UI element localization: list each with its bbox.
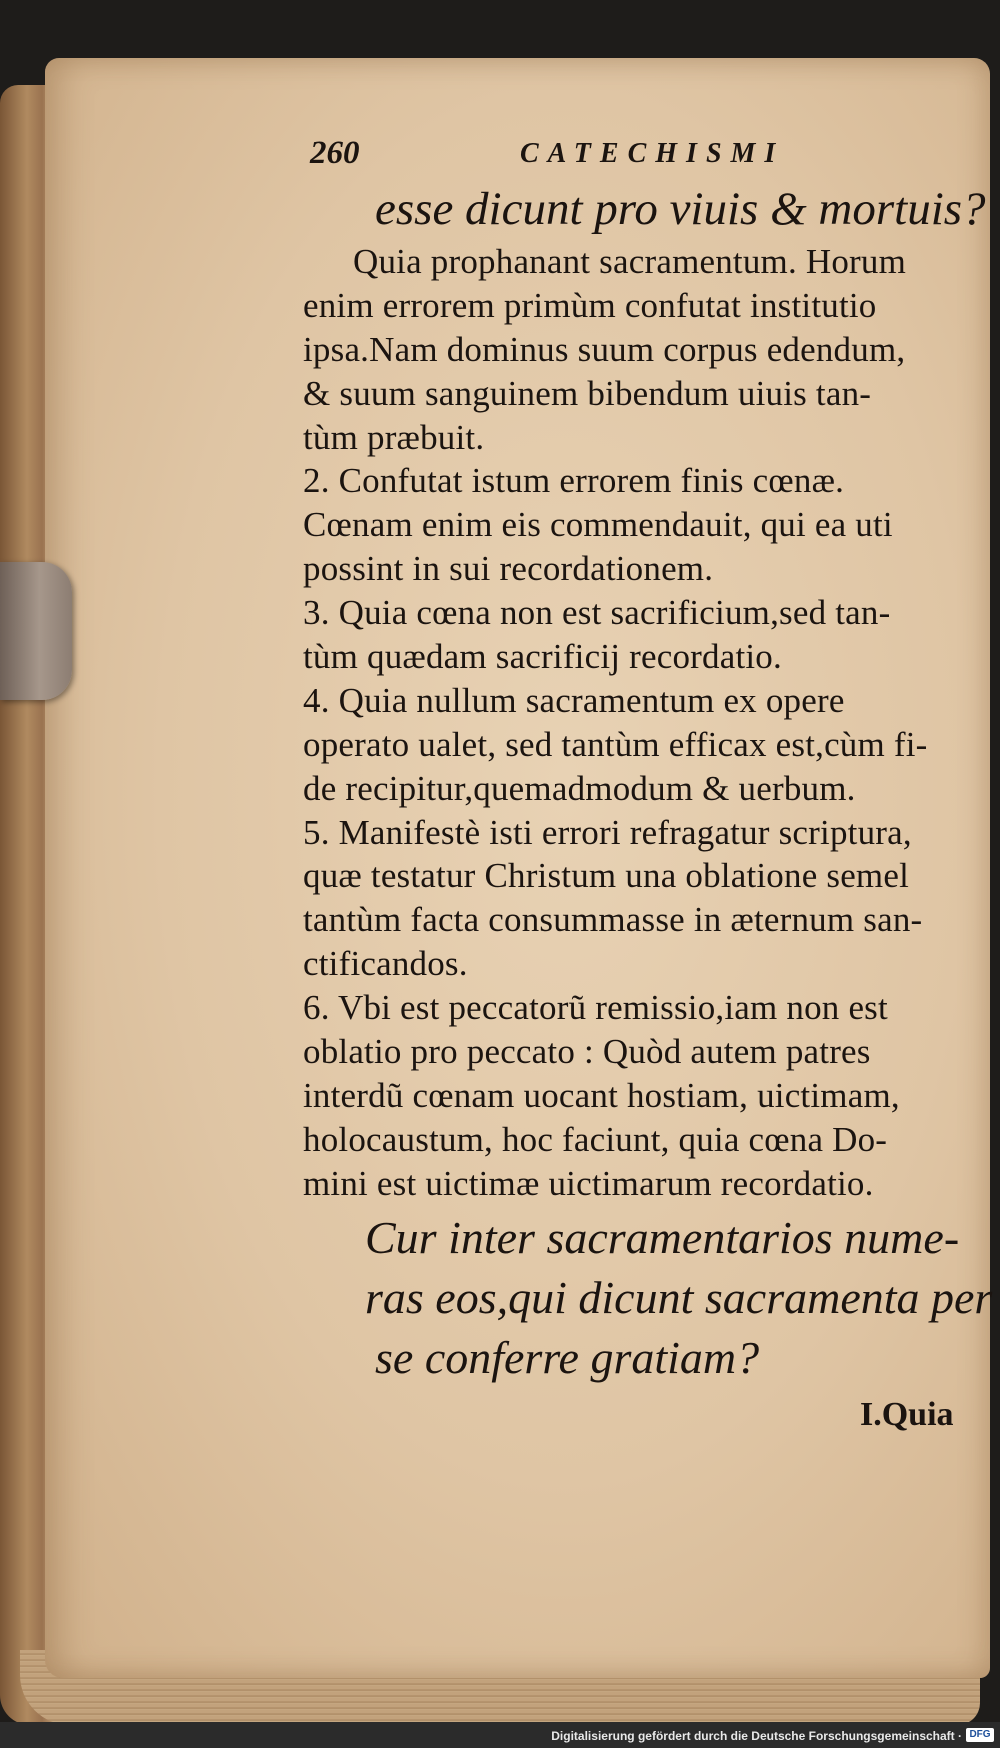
answer-line: 4. Quia nullum sacramentum ex opere: [303, 680, 845, 720]
question-heading: [365, 1208, 993, 1388]
answer-line: holocaustum, hoc faciunt, quia cœna Do-: [303, 1119, 888, 1159]
answer-line: 5. Manifestè isti errori refragatur scriptura,: [303, 812, 912, 852]
question-heading-continued: esse dicunt pro viuis & mortuis?: [375, 183, 986, 235]
answer-line: tùm quædam sacrificij recordatio.: [303, 637, 782, 677]
answer-text: [303, 240, 983, 1206]
answer-line: enim errorem primùm confutat institutio: [303, 285, 877, 325]
answer-line: Cœnam enim eis commendauit, qui ea uti: [303, 505, 893, 545]
answer-line: interdũ cœnam uocant hostiam, uictimam,: [303, 1075, 900, 1115]
funding-credit: Digitalisierung gefördert durch die Deutsche Forschungsgemeinschaft ·: [551, 1729, 962, 1743]
answer-line: quæ testatur Christum una oblatione semel: [303, 856, 910, 896]
answer-line: 2. Confutat istum errorem finis cœnæ.: [303, 461, 845, 501]
thumb-marker: [0, 562, 72, 700]
answer-line: tantùm facta consummasse in æternum san-: [303, 900, 923, 940]
running-head: CATECHISMI: [520, 138, 785, 169]
question-line: Cur inter sacramentarios nume-: [365, 1212, 960, 1263]
page-number: 260: [310, 135, 360, 171]
answer-line: 3. Quia cœna non est sacrificium,sed tan-: [303, 593, 891, 633]
catchword: I.Quia: [860, 1396, 954, 1433]
question-line: se conferre gratiam?: [375, 1332, 760, 1383]
answer-line: ctificandos.: [303, 944, 468, 984]
answer-line: & suum sanguinem bibendum uiuis tan-: [303, 373, 872, 413]
answer-line: de recipitur,quemadmodum & uerbum.: [303, 768, 856, 808]
answer-line: ipsa.Nam dominus suum corpus edendum,: [303, 329, 906, 369]
answer-line: mini est uictimæ uictimarum recordatio.: [303, 1163, 874, 1203]
answer-line: tùm præbuit.: [303, 417, 485, 457]
answer-line: operato ualet, sed tantùm efficax est,cùm fi-: [303, 724, 928, 764]
question-line: ras eos,qui dicunt sacramenta per: [365, 1272, 993, 1323]
answer-line: 6. Vbi est peccatorũ remissio,iam non est: [303, 988, 888, 1028]
answer-line: Quia prophanant sacramentum. Horum: [353, 242, 907, 281]
answer-line: possint in sui recordationem.: [303, 549, 714, 589]
answer-line: oblatio pro peccato : Quòd autem patres: [303, 1032, 871, 1072]
dfg-logo-icon: DFG: [966, 1728, 994, 1742]
